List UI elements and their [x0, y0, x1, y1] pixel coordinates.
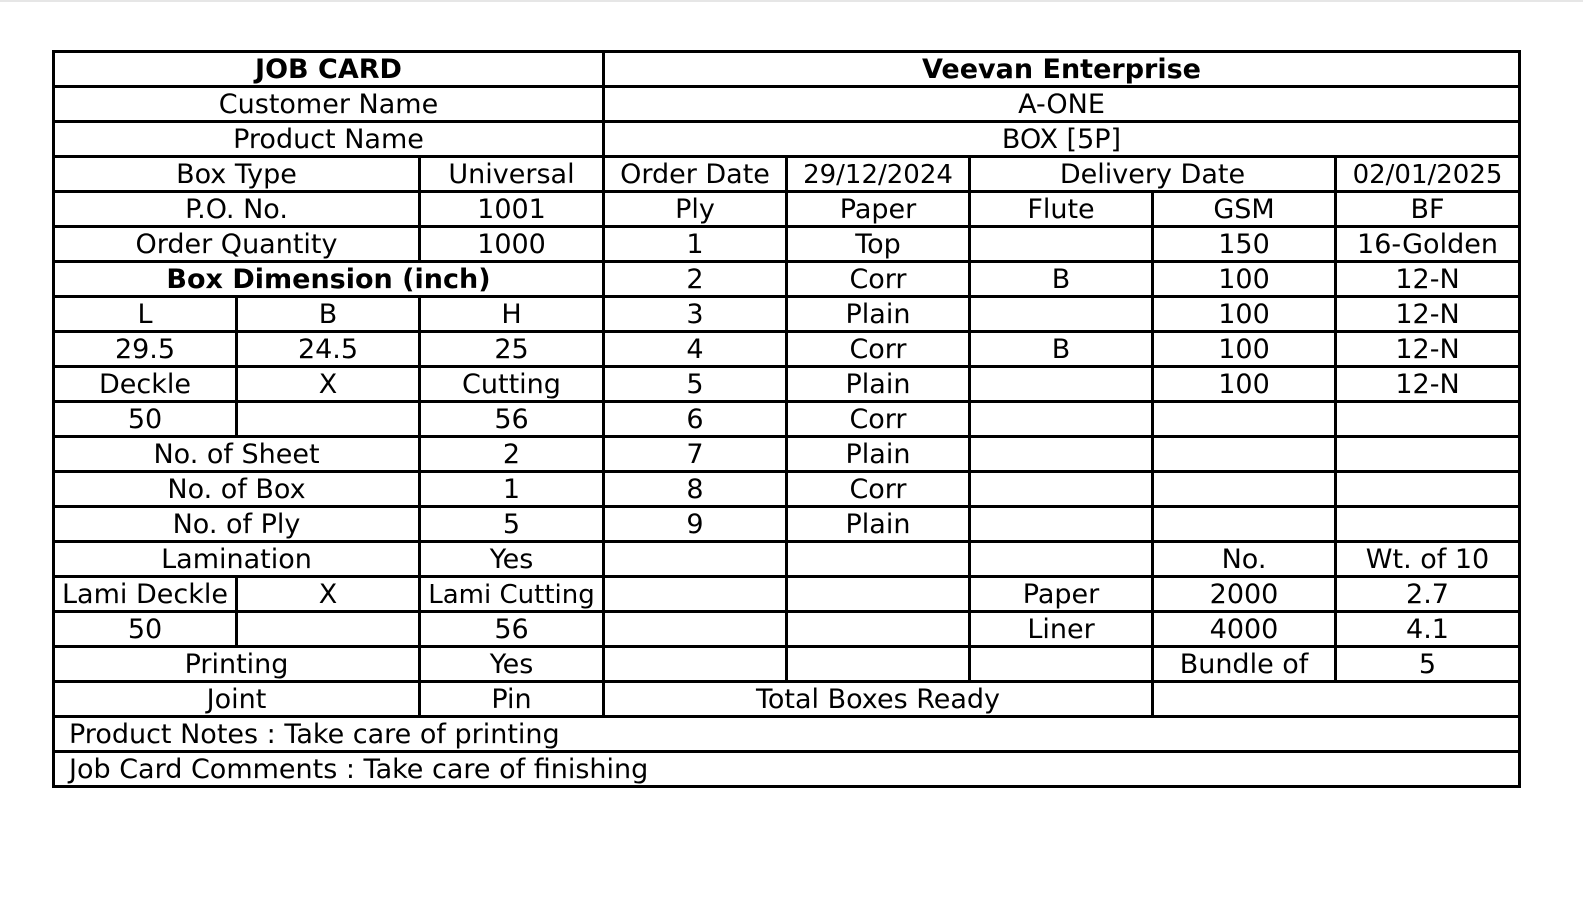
empty-cell [787, 577, 970, 612]
empty-cell [604, 542, 787, 577]
cutting-value: 56 [420, 402, 604, 437]
ply-cell: 1 [604, 227, 787, 262]
lami-x-value-empty [237, 612, 420, 647]
ply-cell: 5 [604, 367, 787, 402]
height-label: H [420, 297, 604, 332]
paper-cell: Top [787, 227, 970, 262]
gsm-cell [1153, 437, 1336, 472]
joint-value: Pin [420, 682, 604, 717]
po-number-value: 1001 [420, 192, 604, 227]
customer-name-label: Customer Name [54, 87, 604, 122]
empty-cell [787, 612, 970, 647]
box-type-label: Box Type [54, 157, 420, 192]
gsm-cell: 100 [1153, 262, 1336, 297]
no-of-sheet-value: 2 [420, 437, 604, 472]
flute-cell [970, 507, 1153, 542]
bf-cell: 12-N [1336, 367, 1520, 402]
gsm-cell: 150 [1153, 227, 1336, 262]
lami-x-label: X [237, 577, 420, 612]
order-date-label: Order Date [604, 157, 787, 192]
lamination-label: Lamination [54, 542, 420, 577]
ply-cell: 7 [604, 437, 787, 472]
height-value: 25 [420, 332, 604, 367]
gsm-cell [1153, 507, 1336, 542]
paper-weight-value: 2.7 [1336, 577, 1520, 612]
flute-cell: B [970, 332, 1153, 367]
empty-cell [970, 647, 1153, 682]
deckle-label: Deckle [54, 367, 237, 402]
deckle-value: 50 [54, 402, 237, 437]
no-of-sheet-row [54, 437, 1520, 472]
box-type-value: Universal [420, 157, 604, 192]
paper-weight-label: Paper [970, 577, 1153, 612]
paper-weight-no: 2000 [1153, 577, 1336, 612]
weight-no-header: No. [1153, 542, 1336, 577]
joint-row [54, 682, 1520, 717]
bf-cell: 12-N [1336, 297, 1520, 332]
lamination-value: Yes [420, 542, 604, 577]
no-of-box-label: No. of Box [54, 472, 420, 507]
paper-cell: Plain [787, 367, 970, 402]
top-border-line [0, 0, 1583, 2]
flute-cell [970, 297, 1153, 332]
lami-labels-row [54, 577, 1520, 612]
bf-cell: 12-N [1336, 262, 1520, 297]
bf-cell [1336, 402, 1520, 437]
ply-cell: 6 [604, 402, 787, 437]
header-row [54, 52, 1520, 87]
no-of-ply-value: 5 [420, 507, 604, 542]
bf-header: BF [1336, 192, 1520, 227]
box-dimension-title-row [54, 262, 1520, 297]
ply-cell: 8 [604, 472, 787, 507]
dimension-values-row [54, 332, 1520, 367]
flute-cell [970, 472, 1153, 507]
box-type-row [54, 157, 1520, 192]
ply-cell: 4 [604, 332, 787, 367]
dimension-labels-row [54, 297, 1520, 332]
printing-label: Printing [54, 647, 420, 682]
po-number-label: P.O. No. [54, 192, 420, 227]
gsm-cell: 100 [1153, 332, 1336, 367]
order-quantity-label: Order Quantity [54, 227, 420, 262]
ply-cell: 3 [604, 297, 787, 332]
product-name-value: BOX [5P] [604, 122, 1520, 157]
box-dimension-title: Box Dimension (inch) [54, 262, 604, 297]
empty-cell [604, 577, 787, 612]
lami-deckle-value: 50 [54, 612, 237, 647]
no-of-box-value: 1 [420, 472, 604, 507]
job-card-table [52, 50, 1521, 788]
paper-cell: Corr [787, 472, 970, 507]
po-row [54, 192, 1520, 227]
bf-cell: 12-N [1336, 332, 1520, 367]
bf-cell [1336, 472, 1520, 507]
empty-cell [604, 647, 787, 682]
job-card-comments: Job Card Comments : Take care of finishing [54, 752, 1520, 787]
flute-cell [970, 227, 1153, 262]
product-notes-row [54, 717, 1520, 752]
product-notes: Product Notes : Take care of printing [54, 717, 1520, 752]
company-name: Veevan Enterprise [604, 52, 1520, 87]
customer-row [54, 87, 1520, 122]
order-quantity-value: 1000 [420, 227, 604, 262]
empty-cell [604, 612, 787, 647]
x-value-empty [237, 402, 420, 437]
cutting-labels-row [54, 367, 1520, 402]
job-card-title: JOB CARD [54, 52, 604, 87]
paper-cell: Corr [787, 262, 970, 297]
total-boxes-ready-value [1153, 682, 1520, 717]
printing-value: Yes [420, 647, 604, 682]
product-name-label: Product Name [54, 122, 604, 157]
empty-cell [970, 542, 1153, 577]
weight-of-10-header: Wt. of 10 [1336, 542, 1520, 577]
flute-cell [970, 402, 1153, 437]
paper-cell: Corr [787, 332, 970, 367]
gsm-cell: 100 [1153, 367, 1336, 402]
paper-cell: Plain [787, 437, 970, 472]
liner-weight-label: Liner [970, 612, 1153, 647]
empty-cell [787, 647, 970, 682]
order-quantity-row [54, 227, 1520, 262]
ply-cell: 2 [604, 262, 787, 297]
gsm-cell: 100 [1153, 297, 1336, 332]
gsm-cell [1153, 402, 1336, 437]
no-of-ply-label: No. of Ply [54, 507, 420, 542]
no-of-sheet-label: No. of Sheet [54, 437, 420, 472]
flute-cell [970, 437, 1153, 472]
ply-cell: 9 [604, 507, 787, 542]
bundle-of-value: 5 [1336, 647, 1520, 682]
printing-row [54, 647, 1520, 682]
lamination-row [54, 542, 1520, 577]
bf-cell: 16-Golden [1336, 227, 1520, 262]
cutting-values-row [54, 402, 1520, 437]
gsm-header: GSM [1153, 192, 1336, 227]
no-of-box-row [54, 472, 1520, 507]
bf-cell [1336, 507, 1520, 542]
breadth-label: B [237, 297, 420, 332]
delivery-date-value: 02/01/2025 [1336, 157, 1520, 192]
paper-cell: Corr [787, 402, 970, 437]
joint-label: Joint [54, 682, 420, 717]
bf-cell [1336, 437, 1520, 472]
length-value: 29.5 [54, 332, 237, 367]
job-card-comments-row [54, 752, 1520, 787]
empty-cell [787, 542, 970, 577]
bundle-of-label: Bundle of [1153, 647, 1336, 682]
paper-cell: Plain [787, 507, 970, 542]
liner-weight-no: 4000 [1153, 612, 1336, 647]
product-row [54, 122, 1520, 157]
flute-cell [970, 367, 1153, 402]
breadth-value: 24.5 [237, 332, 420, 367]
flute-cell: B [970, 262, 1153, 297]
ply-header: Ply [604, 192, 787, 227]
cutting-label: Cutting [420, 367, 604, 402]
lami-deckle-label: Lami Deckle [54, 577, 237, 612]
no-of-ply-row [54, 507, 1520, 542]
delivery-date-label: Delivery Date [970, 157, 1336, 192]
lami-cutting-value: 56 [420, 612, 604, 647]
x-label: X [237, 367, 420, 402]
paper-cell: Plain [787, 297, 970, 332]
total-boxes-ready-label: Total Boxes Ready [604, 682, 1153, 717]
flute-header: Flute [970, 192, 1153, 227]
paper-header: Paper [787, 192, 970, 227]
customer-name-value: A-ONE [604, 87, 1520, 122]
lami-cutting-label: Lami Cutting [420, 577, 604, 612]
order-date-value: 29/12/2024 [787, 157, 970, 192]
liner-weight-value: 4.1 [1336, 612, 1520, 647]
length-label: L [54, 297, 237, 332]
lami-values-row [54, 612, 1520, 647]
gsm-cell [1153, 472, 1336, 507]
